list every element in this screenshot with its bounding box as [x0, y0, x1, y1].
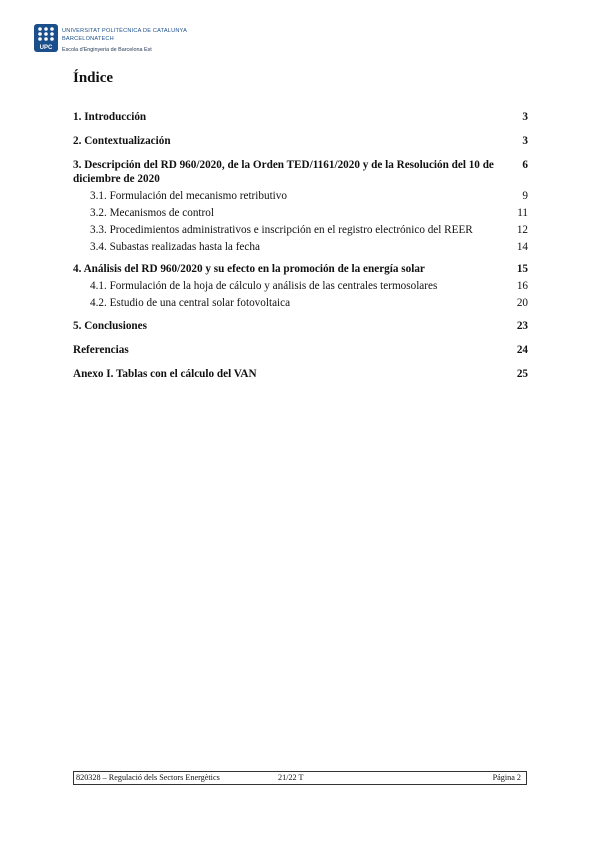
toc-entry-page: 12 [516, 224, 528, 236]
toc-entry-contextualizacion[interactable] [73, 134, 528, 148]
toc-entry-title: 3.1. Formulación del mecanismo retributivo [90, 190, 287, 202]
toc-entry-title: Referencias [73, 344, 129, 356]
toc-entry-title: 3.3. Procedimientos administrativos e inscripción en el registro electrónico del REER [90, 224, 473, 236]
toc-entry-page: 6 [522, 159, 528, 171]
toc-entry-analisis[interactable] [73, 262, 528, 276]
upc-seal-icon [34, 24, 58, 52]
toc-entry-title: 5. Conclusiones [73, 320, 147, 332]
svg-text:UPC: UPC [39, 45, 53, 51]
toc-entry-title: 3.4. Subastas realizadas hasta la fecha [90, 241, 260, 253]
footer-term: 21/22 T [278, 773, 304, 782]
toc-entry-page: 25 [516, 368, 528, 380]
toc-entry-title: Anexo I. Tablas con el cálculo del VAN [73, 368, 257, 380]
school-name: Escola d'Enginyeria de Barcelona Est [62, 47, 152, 53]
toc-entry-4-1[interactable] [73, 279, 528, 293]
university-subtitle: BARCELONATECH [62, 36, 114, 42]
toc-entry-introduccion[interactable] [73, 110, 528, 124]
footer-page-number: Página 2 [492, 773, 521, 782]
footer-course: 820328 – Regulació dels Sectors Energètics [76, 773, 220, 782]
toc-entry-conclusiones[interactable] [73, 319, 528, 333]
toc-entry-descripcion[interactable] [73, 158, 528, 186]
toc-entry-title: 4. Análisis del RD 960/2020 y su efecto en la promoción de la energía solar [73, 263, 425, 275]
toc-entry-page: 14 [516, 241, 528, 253]
toc-entry-title: 4.2. Estudio de una central solar fotovoltaica [90, 297, 291, 309]
toc-entry-page: 9 [522, 190, 528, 202]
toc-entry-page: 24 [516, 344, 528, 356]
toc-entry-page: 3 [522, 111, 528, 123]
toc-entry-3-4[interactable] [73, 240, 528, 254]
university-name: UNIVERSITAT POLITÈCNICA DE CATALUNYA [62, 28, 187, 34]
toc-entry-page: 20 [516, 297, 528, 309]
page-footer [73, 771, 527, 785]
toc-entry-3-2[interactable] [73, 206, 528, 220]
toc-entry-referencias[interactable] [73, 343, 528, 357]
toc-entry-page: 3 [522, 135, 528, 147]
toc-entry-page: 15 [516, 263, 528, 275]
toc-entry-page: 16 [516, 280, 528, 292]
toc-entry-anexo[interactable] [73, 367, 528, 381]
toc-entry-title: 3.2. Mecanismos de control [90, 207, 214, 219]
toc-entry-title: 4.1. Formulación de la hoja de cálculo y análisis de las centrales termosolares [90, 280, 438, 292]
page-title: Índice [73, 70, 114, 86]
upc-logo [34, 24, 204, 56]
toc-entry-title: 3. Descripción del RD 960/2020, de la Orden TED/1161/2020 y de la Resolución del 10 de diciembre de 2020 [73, 159, 494, 185]
toc-entry-3-1[interactable] [73, 189, 528, 203]
table-of-contents [73, 110, 528, 381]
toc-entry-title: 1. Introducción [73, 111, 147, 123]
toc-entry-page: 11 [517, 207, 528, 219]
toc-entry-4-2[interactable] [73, 296, 528, 310]
toc-entry-page: 23 [516, 320, 528, 332]
toc-entry-3-3[interactable] [73, 223, 528, 237]
toc-entry-title: 2. Contextualización [73, 135, 171, 147]
